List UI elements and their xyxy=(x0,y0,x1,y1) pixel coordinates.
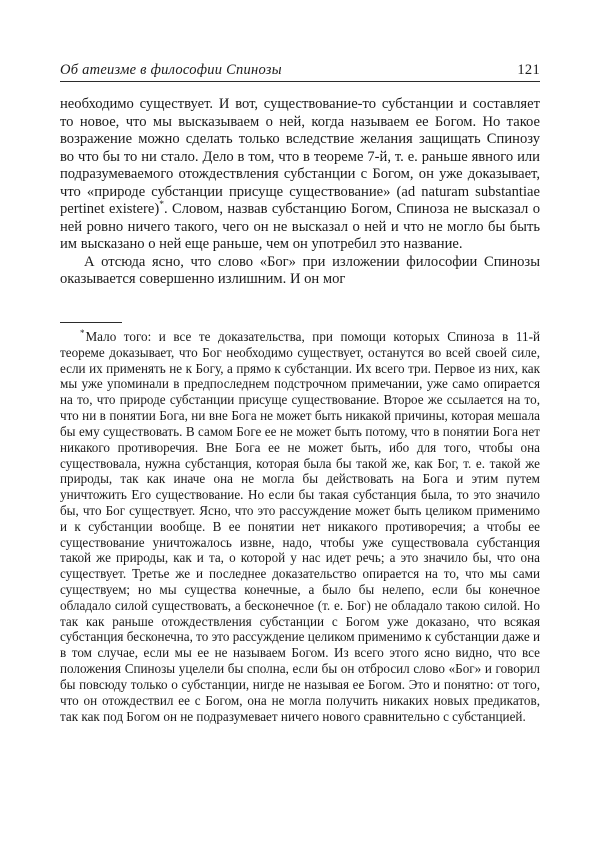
footnote-reference-marker: * xyxy=(159,200,164,211)
text-run: ) xyxy=(154,201,160,218)
body-paragraph xyxy=(60,254,540,289)
footnote-separator-rule xyxy=(60,322,122,323)
running-head xyxy=(60,62,540,82)
text-run: А отсюда ясно, что слово «Бог» при изложении философии Спинозы оказывается совершенно излишним. И он мог xyxy=(60,253,540,288)
footnote-text xyxy=(60,329,540,724)
footnote-body: Мало того: и все те доказательства, при помощи которых Спиноза в 11-й теореме доказывает, что Бог необходимо существует, останутся во всей своей силе, если их применять не к Богу, а прямо к субстанции. Их всего три. Первое из них, как мы уже упоминали в предпоследнем подстрочном примечании, уже само опирается на то, что природе субстанции присуще существование. Второе же ссылается на то, что ни в понятии Бога, ни вне Бога не может быть никакой причины, которая мешала бы ему существовать. В самом Боге ее не может быть потому, что в понятии Бога нет никакого противоречия. Вне Бога ее не может быть, ибо для того, чтобы она существовала, нужна субстанция, которая была бы такой же, как Бог, т. е. такой же природы, так как иначе она не могла бы действовать на Бога и этим путем уничтожить Его существование. Но если бы такая субстанция была, то это значило бы, что Бог существует. Ясно, что это рассуждение может быть целиком применимо и к субстанции вообще. В ее понятии нет никакого противоречия; а чтобы ее существование уничтожалось извне, надо, чтобы уже существовала субстанция такой же природы, как и та, о которой у нас идет речь; а это значило бы, что она существует. Третье же и последнее доказательство опирается на то, что мы сами существуем; но мы существа конечные, а было бы нелепо, если бы конечное обладало силой существовать, а бесконечное (т. е. Бог) не обладало такою силой. Но так как раньше отождествления субстанции с Богом уже доказано, что всякая субстанция бесконечна, то это рассуждение целиком применимо к субстанции даже и в том случае, если мы ее не называем Богом. Из всего этого ясно видно, что все положения Спинозы уцелели бы сполна, если бы он отбросил слово «Бог» и говорил бы повсюду только о субстанции, нигде не называя ее Богом. Это и понятно: от того, что он отождествил ее с Богом, она не могла получить никаких новых предикатов, так как под Богом он не подразумевает ничего нового сравнительно с субстанцией. xyxy=(60,329,540,724)
page-content xyxy=(60,62,540,289)
body-paragraph xyxy=(60,96,540,254)
running-head-title: Об атеизме в философии Спинозы xyxy=(60,62,282,78)
footnote-marker: * xyxy=(80,327,85,338)
latin-quotation: ad naturam substantiae pertinet existere xyxy=(60,183,540,218)
footnote-block xyxy=(60,322,540,724)
page-number: 121 xyxy=(517,62,540,78)
text-run: . Словом, назвав субстанцию Богом, Спиноза не высказал о ней ровно ничего такого, чего он не высказал о ней и что не могло бы быть им высказано о ней еще раньше, чем он употребил это название. xyxy=(60,201,540,253)
body-text xyxy=(60,96,540,289)
text-run: необходимо существует. И вот, существование-то субстанции и составляет то новое, что мы высказываем о ней, когда называем ее Богом. Но такое возражение можно сделать только вследствие желания защищать Спинозу во что бы то ни стало. Дело в том, что в теореме 7-й, т. е. раньше явного или подразумеваемого отождествления субстанции с Богом, он уже доказывает, что «природе субстанции присуще существование» ( xyxy=(60,96,540,200)
